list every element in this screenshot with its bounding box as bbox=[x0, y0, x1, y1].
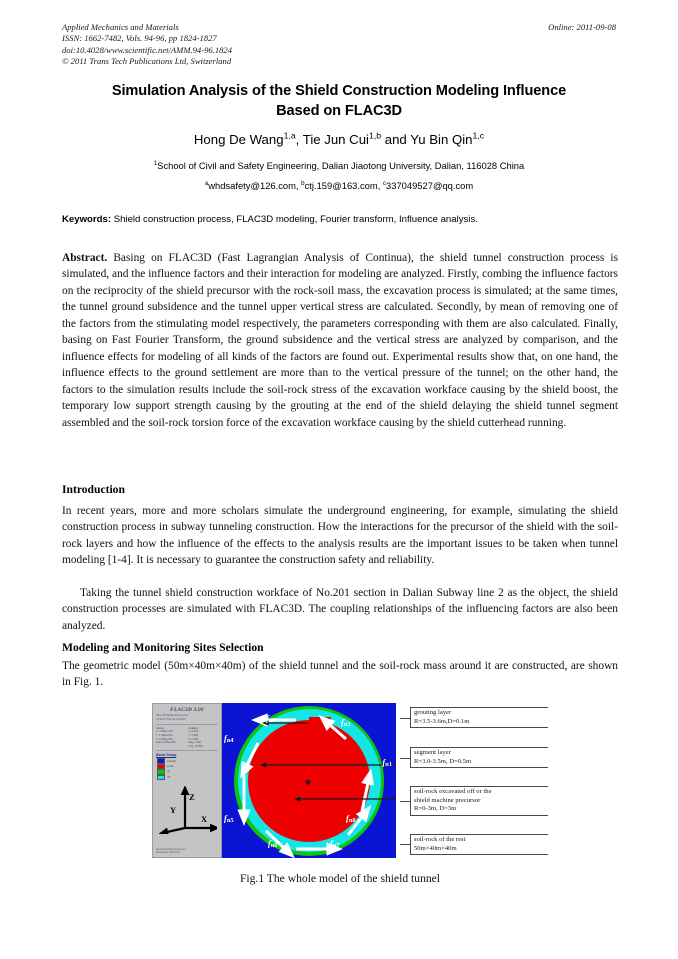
modeling-paragraph-1: The geometric model (50m×40m×40m) of the shield tunnel and the soil-rock mass around it are constructed, are shown in Fig. 1. bbox=[62, 660, 618, 689]
rotation-mag: Mag.: 0.98 bbox=[188, 741, 201, 745]
affiliation-text: School of Civil and Safety Engineering, Dalian Jiaotong University, Dalian, 116028 China bbox=[157, 160, 525, 171]
author-list bbox=[62, 131, 616, 148]
force-label-fn3: $f_{n3}$ bbox=[266, 713, 276, 725]
axis-label-y: Y bbox=[170, 805, 177, 815]
leader-line bbox=[400, 844, 410, 845]
title-line-1: Simulation Analysis of the Shield Construction Modeling Influence bbox=[111, 83, 567, 99]
annotation-line-1: grouting layer bbox=[414, 709, 452, 716]
author-emails bbox=[62, 179, 616, 193]
panel-divider-1 bbox=[156, 724, 218, 725]
keywords-label: Keywords: bbox=[62, 214, 112, 225]
flac3d-step-line: Step 309 Model Perspective bbox=[156, 714, 189, 717]
tunnel-model-plot bbox=[222, 703, 396, 858]
journal-name: Applied Mechanics and Materials bbox=[62, 22, 179, 32]
annotation-line-1: soil-rock excavated off or the bbox=[414, 788, 492, 795]
force-label-fn6: $f_{n6}$ bbox=[268, 838, 278, 850]
legend-label: qn bbox=[167, 770, 170, 774]
email-a: whdsafety@126.com, bbox=[208, 180, 302, 191]
introduction-paragraph-2: Taking the tunnel shield construction workface of No.201 section in Dalian Subway line 2 as the object, the shield construction processes are simulated with FLAC3D. The coupling relationships of the influencing factors are also been analyzed. bbox=[62, 587, 618, 632]
annotation-line-2: R=3.5-3.6m,D=0.1m bbox=[414, 717, 470, 725]
annotation-line-1: segment layer bbox=[414, 749, 451, 756]
vendor-line-1: Itasca Consulting Group, Inc. bbox=[156, 847, 187, 851]
author-1-mark: 1,a bbox=[283, 130, 296, 141]
axis-label-z: Z bbox=[189, 792, 195, 802]
author-3-name: Yu Bin Qin bbox=[410, 132, 473, 147]
axis-triad-icon bbox=[159, 786, 217, 834]
legend-title: Block Group bbox=[156, 753, 177, 758]
flac3d-view-params bbox=[156, 727, 218, 749]
keywords-value: Shield construction process, FLAC3D modeling, Fourier transform, Influence analysis. bbox=[111, 214, 478, 225]
annotation-line-1: soil-rock of the rest bbox=[414, 836, 466, 843]
email-c-mark: c bbox=[382, 179, 387, 187]
annotation-line-2: 50m×40m×40m bbox=[414, 844, 457, 852]
flac3d-info-panel bbox=[152, 703, 222, 858]
legend-swatch-icon bbox=[157, 775, 165, 780]
annotation-line-3: R=0-3m, D=3m bbox=[414, 805, 457, 813]
author-3-mark: 1,c bbox=[472, 130, 485, 141]
abstract-block bbox=[62, 250, 618, 431]
email-c: 337049527@qq.com bbox=[386, 180, 474, 191]
annotation-excavated-soil-rock bbox=[410, 786, 548, 816]
email-b-mark: b bbox=[301, 179, 305, 187]
force-label-fn2: $f_{n2}$ bbox=[341, 717, 351, 729]
center-z: Z: 2.005e+001 bbox=[156, 737, 173, 741]
online-date: Online: 2011-09-08 bbox=[548, 22, 616, 32]
leader-line bbox=[400, 718, 410, 719]
issn-line: ISSN: 1662-7482, Vols. 94-96, pp 1824-1827 bbox=[62, 33, 217, 44]
author-2-name: Tie Jun Cui bbox=[302, 132, 369, 147]
force-label-fn7: $f_{n7}$ bbox=[330, 838, 340, 850]
flac3d-app-title: FLAC3D 3.00 bbox=[170, 707, 204, 713]
annotation-segment-layer bbox=[410, 747, 548, 768]
center-dist: Dist: 1.306e+002 bbox=[156, 741, 176, 745]
email-b: ctj.159@163.com, bbox=[304, 180, 383, 191]
rotation-z: Z: 0.000 bbox=[188, 737, 199, 741]
force-label-fn1: $f_{n1}$ bbox=[382, 757, 392, 769]
rotation-y: Y: 0.000 bbox=[188, 734, 199, 737]
doi-line: doi:10.4028/www.scientific.net/AMM.94-96.1824 bbox=[62, 44, 233, 55]
title-line-2: Based on FLAC3D bbox=[276, 102, 402, 119]
author-sep-1: , bbox=[295, 132, 303, 147]
annotation-grouting-layer bbox=[410, 707, 548, 728]
rotation-header: Rotation: bbox=[188, 726, 199, 730]
legend-label: inside bbox=[167, 764, 174, 768]
section-heading-modeling: Modeling and Monitoring Sites Selection bbox=[62, 641, 264, 654]
panel-divider-2 bbox=[156, 750, 218, 751]
axis-label-x: X bbox=[201, 814, 208, 824]
affiliation bbox=[52, 159, 626, 173]
figure-1 bbox=[152, 703, 548, 858]
abstract-label: Abstract. bbox=[62, 252, 108, 264]
annotation-line-2: shield machine precursor bbox=[414, 796, 481, 804]
email-a-mark: a bbox=[204, 179, 209, 187]
center-y: Y: 1.996e+001 bbox=[156, 734, 173, 737]
annotation-line-2: R=3.0-3.5m, D=0.5m bbox=[414, 757, 472, 765]
center-header: Center: bbox=[156, 726, 165, 730]
leader-line bbox=[400, 758, 410, 759]
legend-label: dfu bbox=[167, 775, 171, 779]
leader-line bbox=[400, 801, 410, 802]
rotation-x: X: 0.000 bbox=[188, 730, 199, 734]
legend-label: subsoils bbox=[167, 759, 177, 763]
author-1-name: Hong De Wang bbox=[193, 132, 284, 147]
page-title bbox=[62, 82, 616, 121]
introduction-paragraph-1: In recent years, more and more scholars simulate the underground engineering, for example, simulating the shield construction process in subway tunneling construction. How the interactions for the precursor of the shield with the soil-rock layers and how the influence of the effects to the analysis results are the important issues to be taken when tunnel modeling [1-4]. It is necessary to guarantee the construction safety and reliability. bbox=[62, 505, 618, 567]
force-label-fn4: $f_{n4}$ bbox=[224, 733, 234, 745]
center-column bbox=[156, 727, 186, 749]
center-x: X: 4.905e+001 bbox=[156, 730, 173, 734]
abstract-text: Basing on FLAC3D (Fast Lagrangian Analysis of Continua), the shield tunnel construction process is simulated, and the influence factors and their interaction for modeling are analyzed. Firstly, combing the influence factors on the reciprocity of the shield precursor with the rock-soil mass, the excavation process is simulated; at the same times, the tunnel ground subsidence and the tunnel upper vertical stress are calculated. Secondly, by mean of removing one of the factors from the stimulating model respectively, the parameters corresponding with them are also calculated. Finally, basing on Fast Fourier Transform, the ground subsidence and the vertical stress are analyzed by comparison, and the influence effects for modeling of all kinds of the factors are found out. Experimental results show that, on one hand, the influence effects to the ground settlement are more than to the vertical pressure of the tunnel; on the other hand, the factors to the simulation results include the soil-rock stress of the excavation workface causing by the shield boost, the temporary low support strength causing by the grouting at the end of the shield delaying the shield tunnel segment assembled and the soil-rock torsion force of the excavation workface causing by the shield cutterhead running. bbox=[62, 252, 618, 429]
rotation-ang: Ang.: 22.500 bbox=[188, 744, 204, 748]
keywords-line bbox=[62, 213, 618, 227]
figure-caption: Fig.1 The whole model of the shield tunnel bbox=[239, 872, 441, 885]
journal-header bbox=[62, 22, 616, 68]
force-label-fn8: $f_{n8}$ bbox=[346, 813, 356, 825]
vendor-line-2: Minneapolis, MN USA bbox=[156, 850, 180, 854]
flac3d-vendor-footer bbox=[156, 848, 187, 854]
author-2-mark: 1,b bbox=[368, 130, 382, 141]
author-sep-2: and bbox=[381, 132, 411, 147]
force-arrows-overlay bbox=[222, 703, 396, 858]
affiliation-mark: 1 bbox=[153, 159, 158, 167]
rotation-column bbox=[189, 727, 219, 749]
annotation-rest-soil-rock bbox=[410, 834, 548, 855]
figure-annotations bbox=[400, 703, 548, 858]
flac3d-timestamp: 14:11:13 Thu Apr 08 2010 bbox=[156, 718, 186, 722]
force-label-fn5: $f_{n5}$ bbox=[224, 813, 234, 825]
legend-item bbox=[157, 775, 221, 780]
copyright-line: © 2011 Trans Tech Publications Ltd, Switzerland bbox=[62, 56, 232, 67]
section-heading-introduction: Introduction bbox=[62, 483, 125, 496]
